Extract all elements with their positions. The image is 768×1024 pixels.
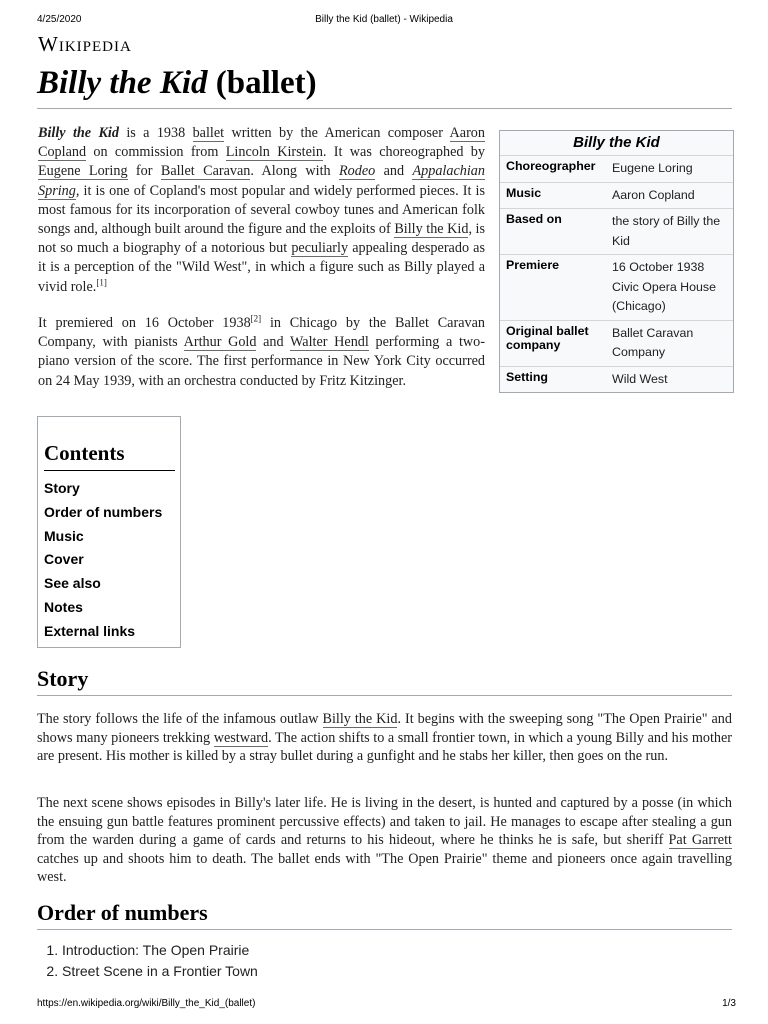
link-aaron-copland[interactable]: Aaron Copland xyxy=(38,125,485,161)
toc-item-music[interactable]: Music xyxy=(44,527,84,544)
link-rodeo[interactable]: Rodeo xyxy=(338,163,376,180)
text: and xyxy=(375,163,413,180)
toc-title: Contents xyxy=(44,441,175,471)
infobox-row xyxy=(500,156,733,182)
page-title-rest: (ballet) xyxy=(207,65,317,101)
text: . It was choreographed by xyxy=(322,144,485,161)
link-peculiarly[interactable]: peculiarly xyxy=(291,240,349,257)
infobox-caption: Billy the Kid xyxy=(500,131,733,156)
link-westward[interactable]: westward xyxy=(213,729,269,746)
link-appalachian-spring[interactable]: Appalachian Spring xyxy=(38,163,485,199)
infobox-row xyxy=(500,366,733,392)
infobox-value[interactable]: 16 October 1938 Civic Opera House (Chicago) xyxy=(612,260,716,313)
link-ballet[interactable]: ballet xyxy=(192,125,225,141)
infobox xyxy=(499,130,734,393)
story-paragraph-1 xyxy=(37,710,732,766)
infobox-label: Choreographer xyxy=(506,159,596,173)
infobox-value[interactable]: Ballet Caravan Company xyxy=(612,325,694,359)
link-lincoln-kirstein[interactable]: Lincoln Kirstein xyxy=(225,144,323,161)
list-item: 2. Street Scene in a Frontier Town xyxy=(62,961,258,982)
text: is a 1938 xyxy=(118,125,193,141)
text: It premiered on 16 October 1938 xyxy=(38,315,251,331)
text: on commission from xyxy=(86,144,226,161)
section-heading-order-of-numbers: Order of numbers xyxy=(37,900,732,930)
lead-paragraph-1 xyxy=(38,124,485,297)
infobox-label: Original ballet company xyxy=(506,323,589,352)
text: . Along with xyxy=(250,163,339,180)
link-billy-the-kid-story[interactable]: Billy the Kid xyxy=(322,711,398,727)
lead-bold-title: Billy the Kid xyxy=(38,125,119,141)
link-walter-hendl[interactable]: Walter Hendl xyxy=(290,334,369,351)
infobox-value[interactable]: Aaron Copland xyxy=(612,187,695,202)
text: performing a two-piano version of the score. The first performance in New York City occurred on 24 May 1939, with an orchestra conducted by Fritz Kitzinger. xyxy=(38,334,485,389)
link-eugene-loring[interactable]: Eugene Loring xyxy=(38,163,128,180)
text: in Chicago by the Ballet Caravan Company, with pianists xyxy=(38,315,485,351)
text: The next scene shows episodes in Billy's later life. He is living in the desert, is hunted and captured by a posse (in which the ensuing gun battle features prominent percussive effects) and taken to jail. He manages to escape after stealing a gun from the warden during a game of cards and returns to his hideout, where he thinks he is safe, but sheriff xyxy=(37,795,732,848)
lead-paragraph-2 xyxy=(38,314,485,391)
toc-item-notes[interactable]: Notes xyxy=(44,598,83,615)
infobox-table xyxy=(500,156,733,392)
toc-item-order-of-numbers[interactable]: Order of numbers xyxy=(44,503,163,520)
toc-item-external-links[interactable]: External links xyxy=(44,622,136,639)
story-paragraph-2 xyxy=(37,794,732,887)
text: catches up and shoots him to death. The ballet ends with "The Open Prairie" theme and pioneers once again travelling west. xyxy=(37,850,732,885)
text: appealing desperado as it is a perception of the "Wild West", in which a figure such as Billy played a vivid role. xyxy=(38,240,486,295)
infobox-row xyxy=(500,209,733,255)
text: . It begins with the sweeping song "The Open Prairie" and shows many pioneers trekking xyxy=(37,711,732,746)
print-page-number: 1/3 xyxy=(722,998,736,1009)
toc-item-cover[interactable]: Cover xyxy=(44,551,84,568)
text: and xyxy=(256,334,291,351)
list-item: 1. Introduction: The Open Prairie xyxy=(62,940,258,961)
print-url: https://en.wikipedia.org/wiki/Billy_the_Kid_(ballet) xyxy=(37,998,256,1009)
table-of-contents xyxy=(37,416,181,648)
link-arthur-gold[interactable]: Arthur Gold xyxy=(183,334,257,351)
infobox-row xyxy=(500,255,733,321)
toc-list xyxy=(44,477,180,644)
section-heading-story: Story xyxy=(37,666,732,696)
text: The story follows the life of the infamous outlaw xyxy=(37,711,323,727)
infobox-label: Music xyxy=(506,185,542,200)
infobox-value[interactable]: Wild West xyxy=(612,371,668,386)
page-title-italic: Billy the Kid xyxy=(37,65,208,101)
infobox-label: Premiere xyxy=(506,258,560,272)
infobox-row xyxy=(500,320,733,366)
text: , is not so much a biography of a notorious but xyxy=(38,221,486,257)
infobox-label: Setting xyxy=(506,369,548,384)
infobox-value[interactable]: the story of Billy the Kid xyxy=(612,214,721,248)
text: . The action shifts to a small frontier town, in which a young Billy and his mother are present. His mother is killed by a stray bullet during a gunfight and he stabs her killer, then goes on the run. xyxy=(37,729,733,764)
wikipedia-logo[interactable]: Wikipedia xyxy=(38,32,132,56)
numbers-list xyxy=(44,940,258,981)
infobox-value[interactable]: Eugene Loring xyxy=(612,161,693,175)
text: , it is one of Copland's most popular and widely performed pieces. It is most famous for its incorporation of several cowboy tunes and American folk songs and, although built around the figure and the exploits of xyxy=(38,182,485,238)
link-ballet-caravan[interactable]: Ballet Caravan xyxy=(160,163,251,180)
reference-1[interactable]: [1] xyxy=(96,276,107,287)
text: written by the American composer xyxy=(224,125,450,141)
infobox-label: Based on xyxy=(506,212,562,226)
print-date: 4/25/2020 xyxy=(37,14,82,25)
print-page-title: Billy the Kid (ballet) - Wikipedia xyxy=(315,14,453,25)
link-billy-the-kid[interactable]: Billy the Kid xyxy=(394,221,469,238)
link-pat-garrett[interactable]: Pat Garrett xyxy=(668,832,732,848)
toc-item-see-also[interactable]: See also xyxy=(44,575,101,592)
text: for xyxy=(127,163,161,180)
toc-item-story[interactable]: Story xyxy=(44,480,80,496)
reference-2[interactable]: [2] xyxy=(250,313,262,324)
infobox-row xyxy=(500,182,733,209)
page-title xyxy=(37,65,732,109)
